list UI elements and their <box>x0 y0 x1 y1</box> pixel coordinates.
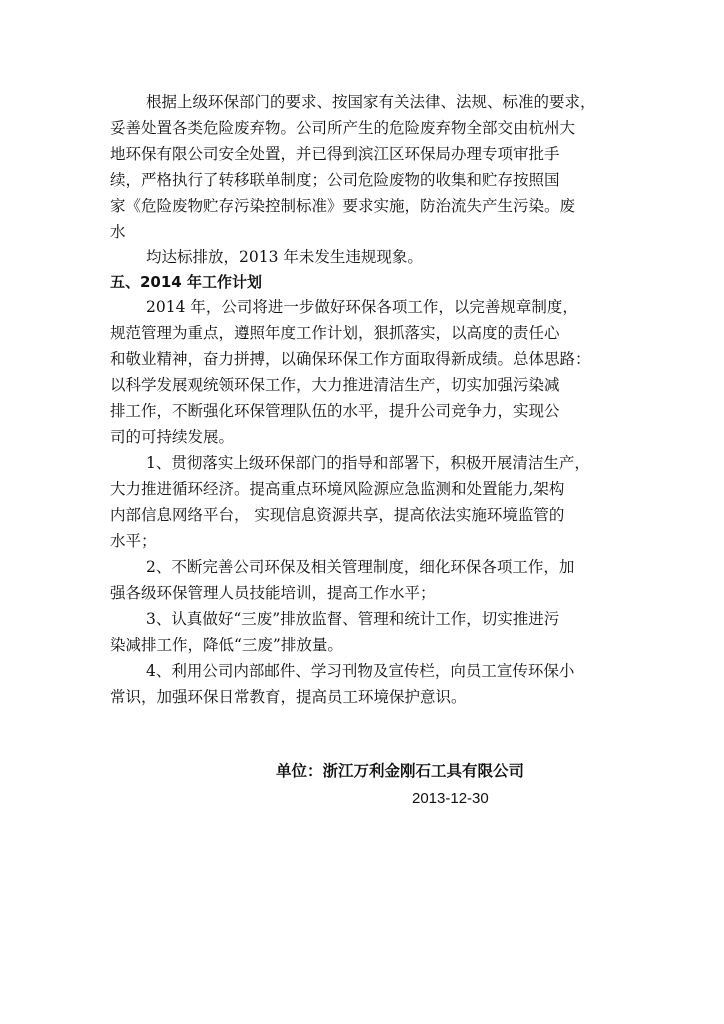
paragraph-line: 均达标排放，2013 年未发生违规现象。 <box>146 248 423 266</box>
paragraph-line: 根据上级环保部门的要求、按国家有关法律、法规、标准的要求， <box>146 93 596 111</box>
paragraph-line: 排工作，不断强化环保管理队伍的水平，提升公司竞争力，实现公 <box>110 402 560 420</box>
list-item-line: 水平； <box>110 532 157 550</box>
list-item-line: 常识，加强环保日常教育，提高员工环境保护意识。 <box>110 688 467 706</box>
signature-organization: 单位：浙江万利金刚石工具有限公司 <box>276 762 525 780</box>
paragraph-line: 2014 年，公司将进一步做好环保各项工作，以完善规章制度， <box>146 298 578 316</box>
list-item-line: 1、贯彻落实上级环保部门的指导和部署下，积极开展清洁生产， <box>146 454 590 472</box>
list-item-line: 大力推进循环经济。提高重点环境风险源应急监测和处置能力,架构 <box>110 480 565 498</box>
paragraph-line: 规范管理为重点，遵照年度工作计划，狠抓落实，以高度的责任心 <box>110 324 560 342</box>
list-item-line: 染减排工作，降低“三废”排放量。 <box>110 636 343 654</box>
list-item-line: 3、认真做好“三废”排放监督、管理和统计工作，切实推进污 <box>146 610 560 628</box>
paragraph-line: 家《危险废物贮存污染控制标准》要求实施，防治流失产生污染。废 <box>110 197 576 215</box>
list-item-line: 内部信息网络平台， 实现信息资源共享，提高依法实施环境监管的 <box>110 506 565 524</box>
list-item-line: 2、不断完善公司环保及相关管理制度，细化环保各项工作，加 <box>146 558 575 576</box>
paragraph-line: 司的可持续发展。 <box>110 428 235 446</box>
list-item-line: 强各级环保管理人员技能培训，提高工作水平； <box>110 584 436 602</box>
section-heading: 五、2014 年工作计划 <box>110 273 262 291</box>
paragraph-line: 妥善处置各类危险废弃物。公司所产生的危险废弃物全部交由杭州大 <box>110 119 576 137</box>
signature-date: 2013-12-30 <box>412 790 489 807</box>
paragraph-line: 以科学发展观统领环保工作，大力推进清洁生产，切实加强污染减 <box>110 376 560 394</box>
paragraph-line: 续，严格执行了转移联单制度；公司危险废物的收集和贮存按照国 <box>110 171 560 189</box>
paragraph-line: 地环保有限公司安全处置，并已得到滨江区环保局办理专项审批手 <box>110 145 560 163</box>
paragraph-line: 水 <box>110 223 126 241</box>
list-item-line: 4、利用公司内部邮件、学习刊物及宣传栏，向员工宣传环保小 <box>146 662 575 680</box>
paragraph-line: 和敬业精神，奋力拼搏，以确保环保工作方面取得新成绩。总体思路： <box>110 350 591 368</box>
